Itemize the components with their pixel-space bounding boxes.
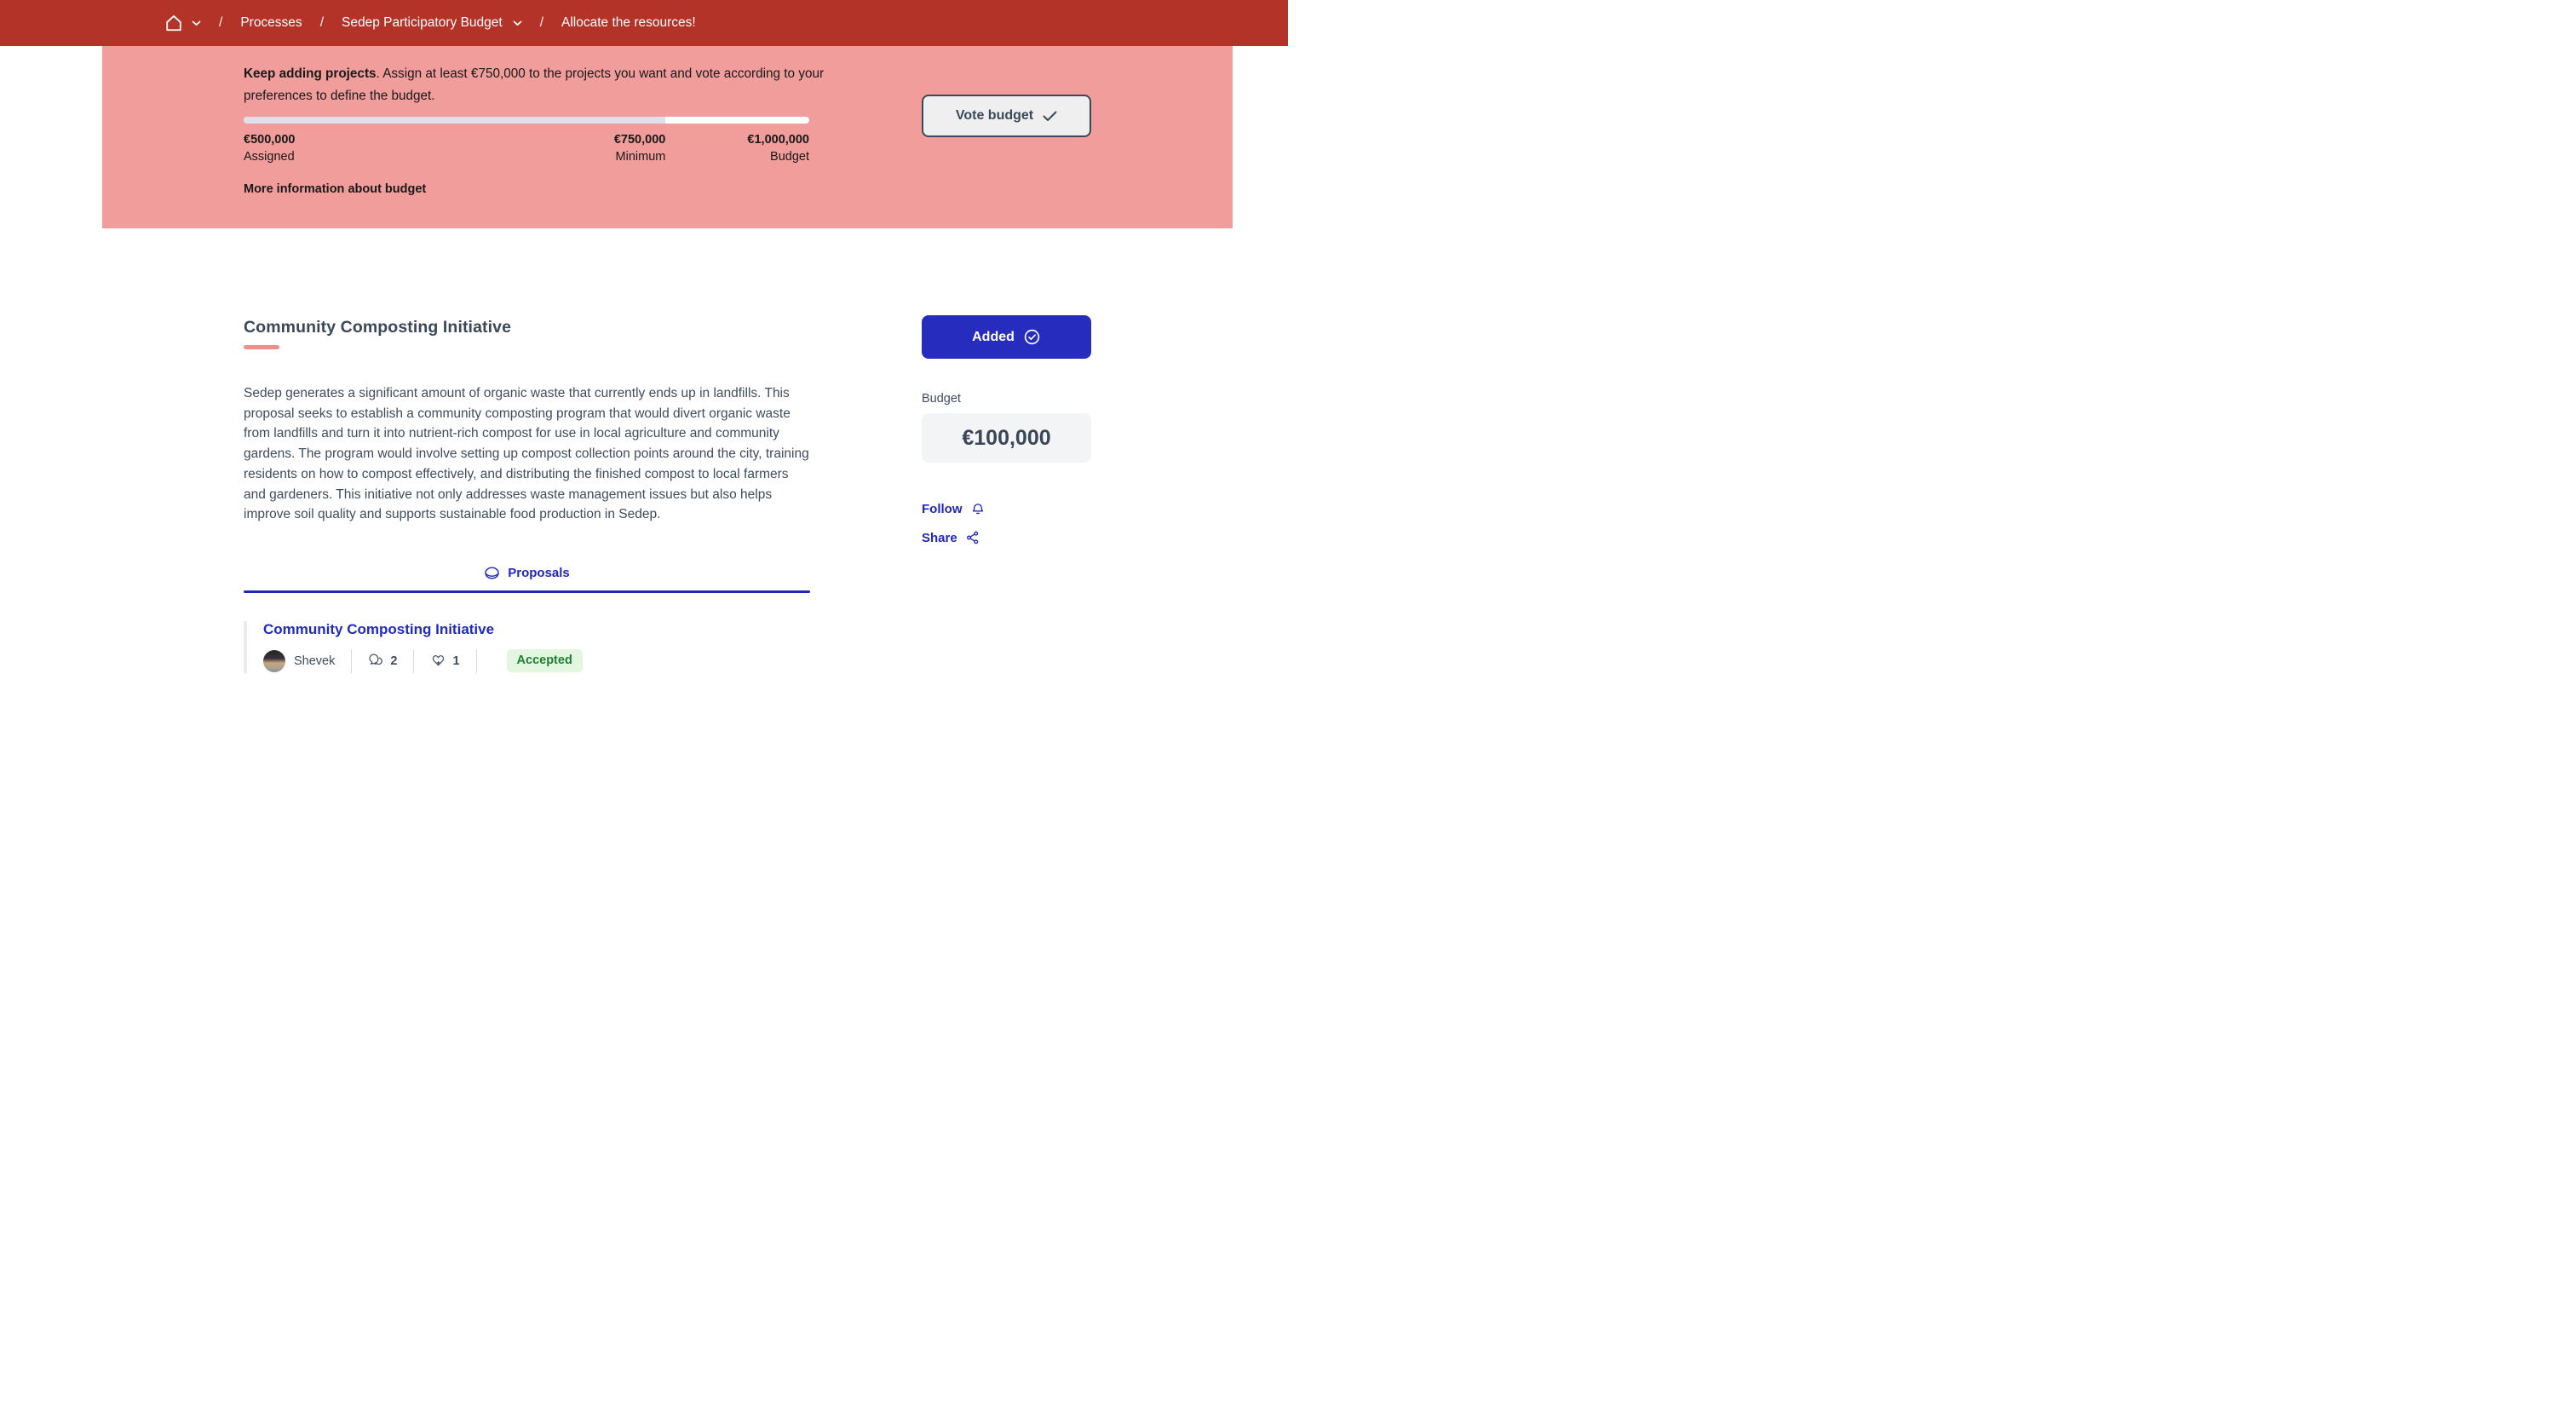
related-content-tabbar: [244, 565, 810, 593]
breadcrumb-separator: /: [319, 15, 324, 30]
endorsements-count: 1: [452, 654, 460, 668]
proposal-title-link[interactable]: Community Composting Initiative: [263, 620, 495, 637]
assigned-value: €500,000: [244, 133, 296, 147]
top-navbar: [0, 0, 1288, 46]
project-sidebar: [922, 315, 1091, 545]
added-button[interactable]: [922, 315, 1091, 359]
vote-budget-label: Vote budget: [955, 108, 1034, 123]
sidebar-budget-amount: [922, 413, 1091, 463]
minimum-label: Minimum: [615, 150, 666, 164]
proposal-card: [244, 621, 810, 673]
share-icon: [965, 530, 980, 545]
budget-amounts-row: [244, 132, 809, 170]
total-budget-label: Budget: [770, 150, 809, 164]
minimum-amount: [614, 132, 665, 164]
follow-link[interactable]: [922, 501, 1091, 517]
endorsement-heart-icon: [430, 653, 446, 669]
sidebar-budget-value: €100,000: [962, 425, 1051, 450]
breadcrumb-processes[interactable]: Processes: [240, 15, 302, 30]
check-circle-icon: [1023, 328, 1041, 346]
tab-active-underline: [244, 590, 810, 593]
share-link[interactable]: [922, 530, 1091, 545]
total-budget-value: €1,000,000: [747, 133, 809, 147]
author-avatar[interactable]: [263, 650, 285, 672]
budget-progress-bar: [244, 117, 809, 124]
budget-voting-banner: [102, 46, 1233, 228]
meta-divider: [413, 649, 414, 673]
comments-icon: [368, 653, 384, 669]
breadcrumb-separator: /: [539, 15, 544, 30]
proposal-meta-row: [263, 649, 810, 673]
bell-icon: [970, 501, 986, 517]
budget-banner-message-bold: Keep adding projects: [244, 66, 377, 81]
breadcrumb-separator: /: [219, 15, 223, 30]
assigned-amount: [244, 132, 295, 164]
budget-progress-fill: [244, 117, 665, 124]
status-badge: Accepted: [507, 649, 583, 672]
author-name[interactable]: Shevek: [294, 654, 336, 668]
vote-budget-button[interactable]: [922, 95, 1091, 137]
comments-count: 2: [390, 654, 398, 668]
process-chevron-down-icon[interactable]: [513, 20, 522, 26]
assigned-label: Assigned: [244, 150, 295, 164]
home-chevron-down-icon[interactable]: [192, 20, 201, 26]
project-description: Sedep generates a significant amount of organic waste that currently ends up in landfills. This proposal seeks to establish a community composting program that would divert organic waste from landfills and turn it into nutrient-rich compost for use in local agriculture and community gardens. The program would involve setting up compost collection points around the city, training residents on how to compost effectively, and distributing the finished compost to local farmers and gardeners. This initiative not only addresses waste management issues but also helps improve soil quality and supports sustainable food production in Sedep.: [244, 386, 809, 522]
project-content-column: [244, 228, 810, 673]
check-icon: [1043, 111, 1057, 122]
main-area: [0, 228, 1288, 673]
added-button-label: Added: [972, 329, 1015, 344]
share-label: Share: [922, 530, 957, 545]
home-icon[interactable]: [164, 14, 183, 32]
breadcrumb-current-step[interactable]: Allocate the resources!: [561, 15, 696, 30]
sidebar-budget-label: Budget: [922, 392, 961, 406]
endorsements-counter[interactable]: [430, 653, 459, 669]
budget-banner-message: [244, 63, 831, 107]
breadcrumb-process-name[interactable]: Sedep Participatory Budget: [342, 15, 503, 30]
page-title: Community Composting Initiative: [244, 318, 512, 337]
follow-label: Follow: [922, 502, 963, 516]
minimum-value: €750,000: [613, 133, 666, 147]
meta-divider: [351, 649, 352, 673]
total-budget-amount: [747, 132, 809, 164]
tab-proposals-label: Proposals: [508, 565, 570, 580]
tab-proposals[interactable]: [244, 565, 810, 581]
more-information-link[interactable]: More information about budget: [244, 182, 427, 196]
comments-counter[interactable]: [368, 653, 397, 669]
proposals-icon: [484, 565, 500, 581]
title-underline-accent: [244, 345, 279, 349]
budget-banner-message-rest: . Assign at least €750,000 to the projects you want and vote according to your preferences to define the budget.: [244, 66, 825, 103]
meta-divider: [476, 649, 477, 673]
